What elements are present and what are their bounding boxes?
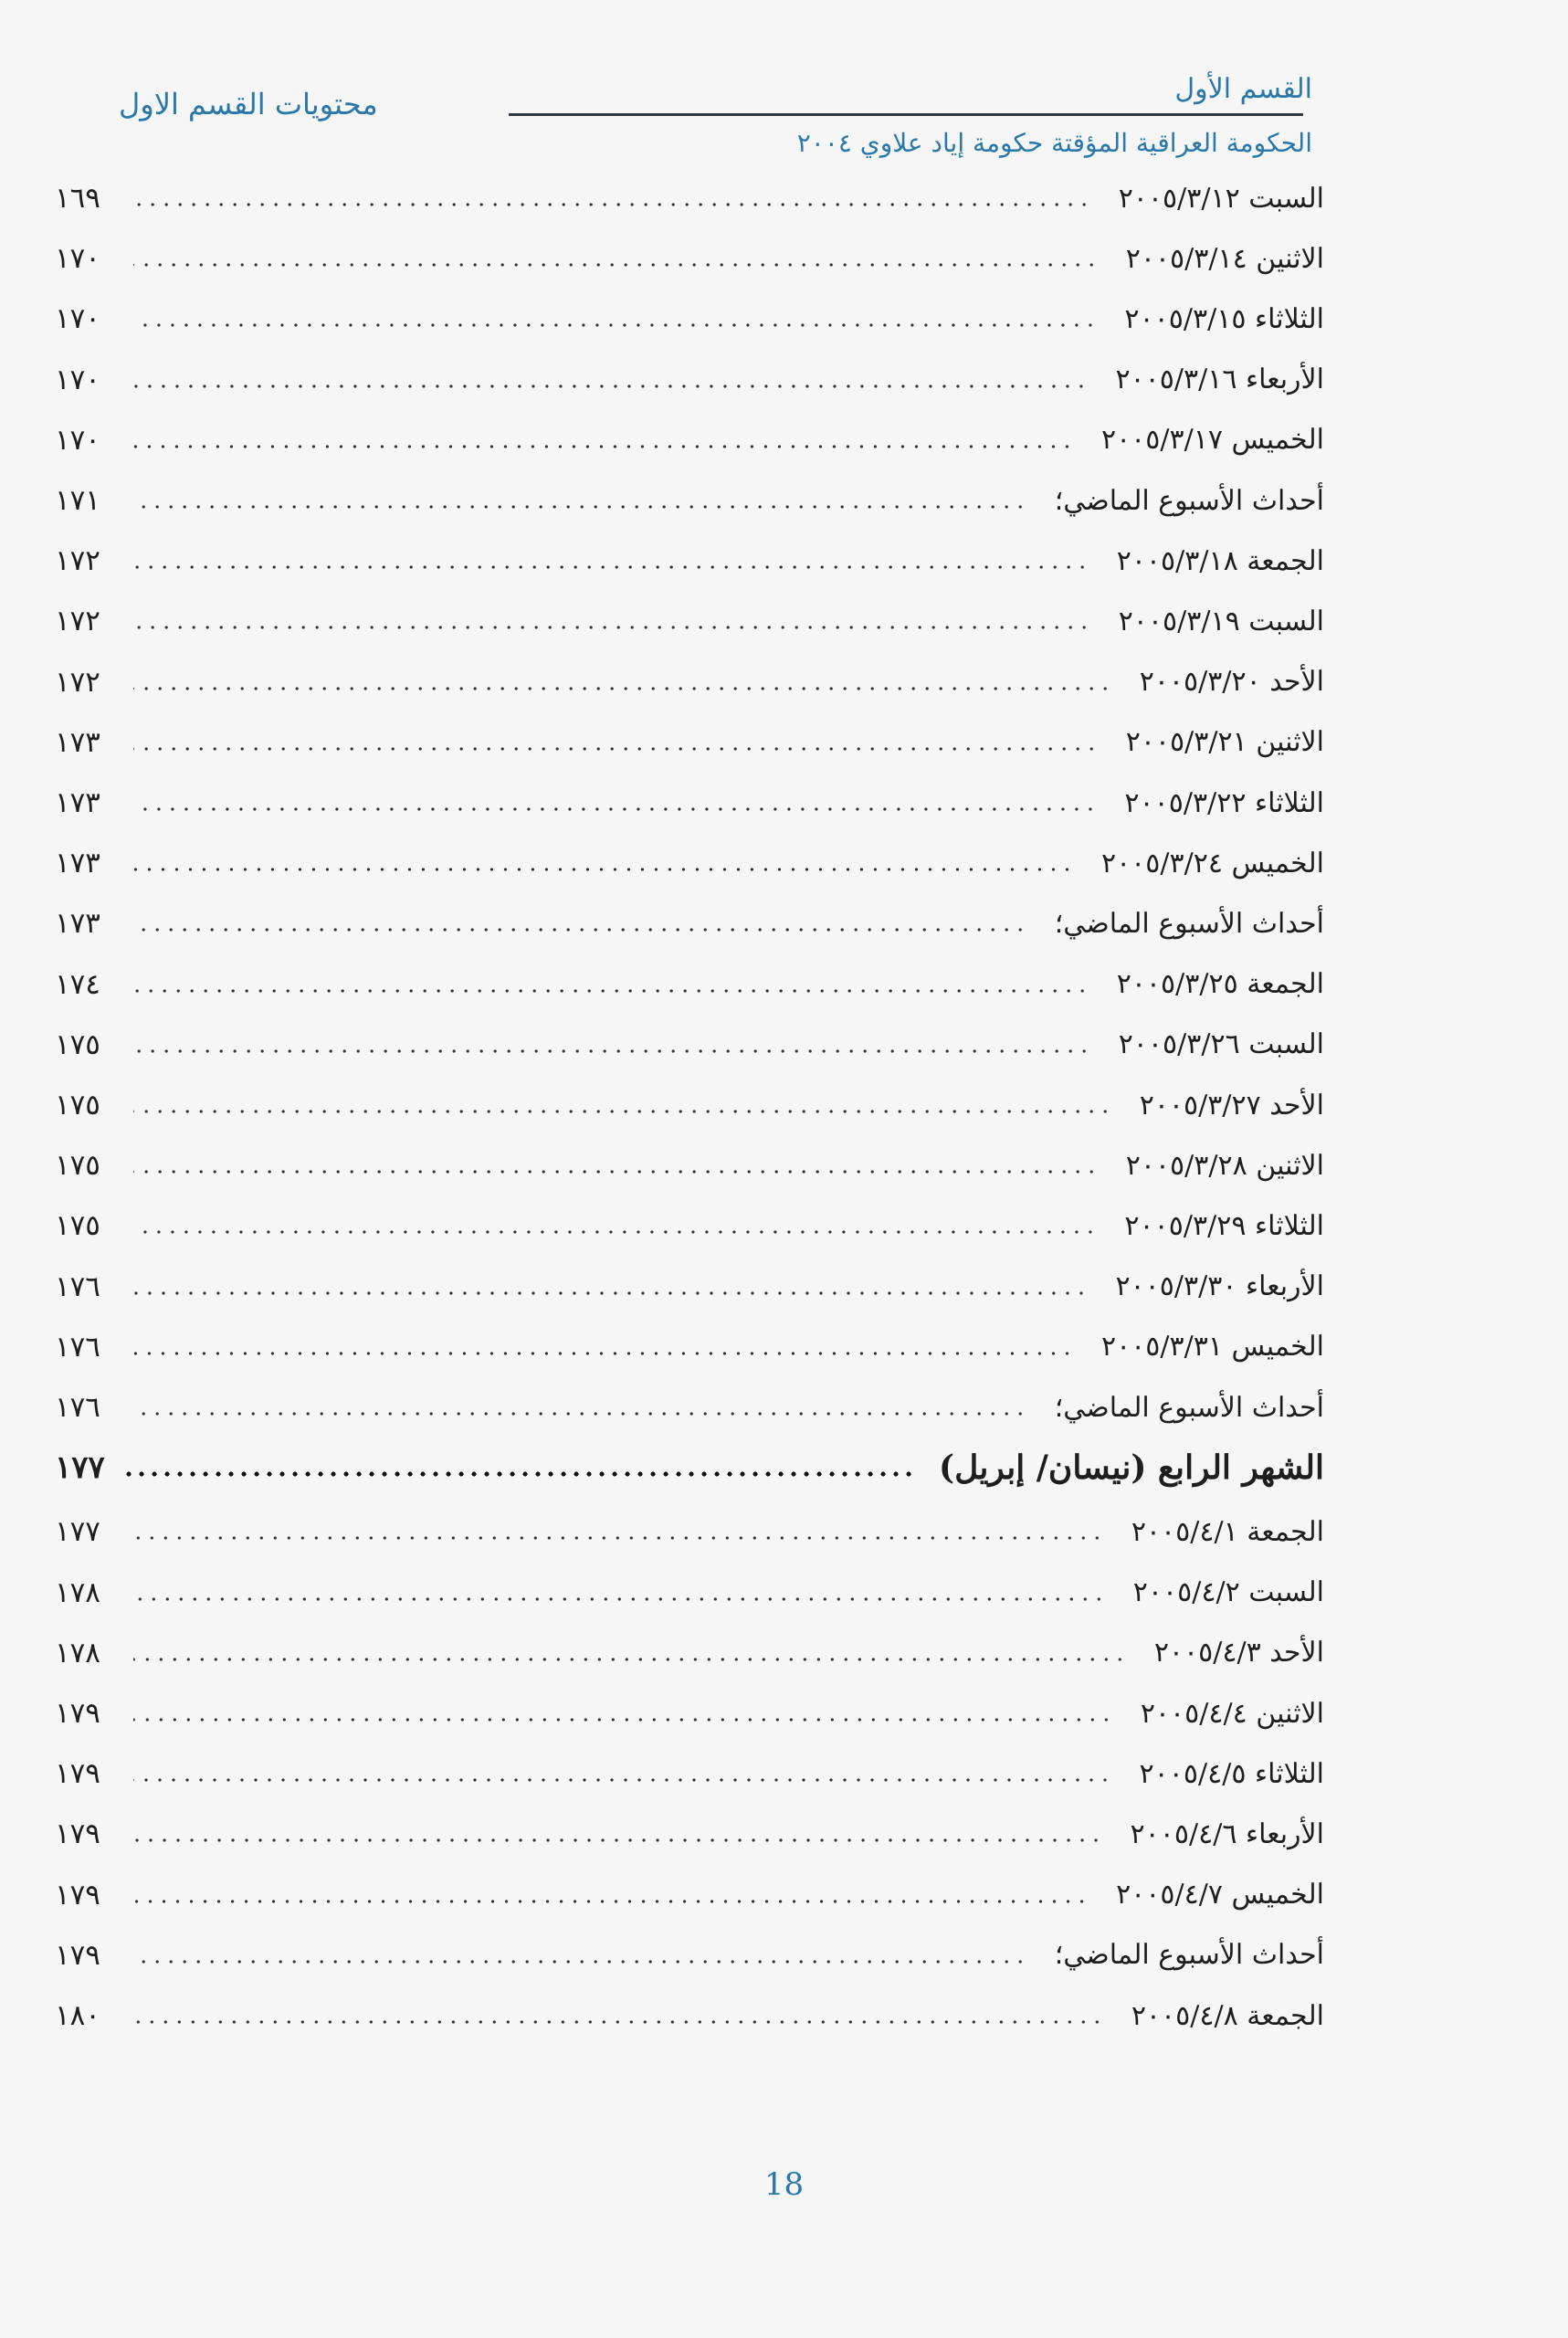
dot-leader [133,565,1089,569]
toc-section-heading [55,1438,1324,1498]
toc-row [55,470,1324,531]
toc-row [55,1985,1324,2046]
toc-row [55,833,1324,893]
toc-page-number: ١٧٨ [55,1636,100,1669]
toc-page-number: ١٧٠ [55,242,100,276]
toc-page-number: ١٧٩ [55,1757,100,1791]
dot-leader [133,203,1091,206]
dot-leader [133,445,1074,448]
toc-page-number: ١٧٣ [55,907,100,941]
toc-entry-label: الجمعة ٢٠٠٥/٣/١٨ [1116,544,1324,577]
dot-leader [133,1900,1089,1903]
toc-entry-label: الأربعاء ٢٠٠٥/٣/١٦ [1115,363,1324,396]
toc-entry-label: أحداث الأسبوع الماضي؛ [1054,1939,1324,1972]
toc-page-number: ١٧٩ [55,1878,100,1911]
dot-leader [133,384,1088,388]
toc-entry-label: السبت ٢٠٠٥/٣/١٩ [1118,605,1324,637]
dot-leader [133,1170,1099,1174]
dot-leader [133,989,1089,993]
section-title: القسم الأول [1174,73,1312,105]
toc-row [55,531,1324,591]
toc-row [55,1743,1324,1804]
dot-leader [133,1778,1112,1782]
toc-page-number: ١٧٩ [55,1697,100,1730]
page-number: 18 [763,2166,805,2203]
toc-page-number: ١٧٩ [55,1938,100,1972]
toc-entry-label: الخميس ٢٠٠٥/٤/٧ [1116,1879,1324,1911]
dot-leader [133,1352,1074,1355]
toc-entry-label: الأحد ٢٠٠٥/٣/٢٠ [1139,666,1324,699]
toc-row [55,410,1324,470]
dot-leader [133,2020,1104,2024]
toc-entry-label: الاثنين ٢٠٠٥/٤/٤ [1140,1697,1324,1730]
toc-entry-label: الجمعة ٢٠٠٥/٤/٨ [1131,1999,1324,2032]
toc-entry-label: الخميس ٢٠٠٥/٣/٢٤ [1100,847,1324,879]
toc-row [55,591,1324,651]
running-header [399,71,1312,158]
toc-row [55,712,1324,773]
toc-row [55,773,1324,833]
header-subtitle: الحكومة العراقية المؤقتة حكومة إياد علاوي ٢٠٠٤ [796,128,1312,158]
toc-page-number: ١٧٢ [55,665,100,699]
toc-entry-label: الأحد ٢٠٠٥/٤/٣ [1153,1637,1324,1669]
toc-entry-label: الاثنين ٢٠٠٥/٣/٢١ [1125,726,1324,759]
dot-leader [133,1658,1127,1661]
dot-leader [133,263,1099,267]
toc-page-number: ١٨٠ [55,1999,100,2032]
toc-page-number: ١٧٠ [55,302,100,336]
dot-leader [133,1291,1088,1295]
toc-page-number: ١٧٥ [55,1027,100,1061]
dot-leader [133,747,1099,751]
contents-heading: محتويات القسم الاول [119,87,378,121]
dot-leader [133,928,1027,932]
toc-row [55,1623,1324,1683]
toc-row [55,1377,1324,1438]
toc-entry-label: السبت ٢٠٠٥/٤/٢ [1132,1576,1324,1609]
toc-page-number: ١٧٦ [55,1391,100,1424]
toc-row [55,652,1324,712]
toc-entry-label: الجمعة ٢٠٠٥/٣/٢٥ [1116,968,1324,1001]
dot-leader [133,1718,1113,1722]
dot-leader [133,1230,1097,1234]
toc-page-number: ١٧٣ [55,786,100,819]
dot-leader [133,1110,1112,1113]
toc-page-number: ١٧٦ [55,1330,100,1364]
dot-leader [133,1960,1027,1964]
toc-row [55,1317,1324,1377]
header-rule [509,113,1303,116]
toc-entry-label: الخميس ٢٠٠٥/٣/٣١ [1100,1331,1324,1364]
toc-entry-label: السبت ٢٠٠٥/٣/١٢ [1118,182,1324,215]
toc-page-number: ١٧٤ [55,967,100,1001]
toc-entry-label: الثلاثاء ٢٠٠٥/٣/٢٢ [1124,786,1324,819]
dot-leader [133,323,1097,327]
toc-page-number: ١٦٩ [55,182,100,215]
toc-row [55,1015,1324,1075]
toc-entry-label: الاثنين ٢٠٠٥/٣/١٤ [1125,242,1324,275]
toc-page-number: ١٧٩ [55,1817,100,1851]
toc-entry-label: الخميس ٢٠٠٥/٣/١٧ [1100,424,1324,457]
toc-entry-label: الثلاثاء ٢٠٠٥/٤/٥ [1139,1757,1324,1790]
dot-leader [133,1412,1027,1416]
toc-entry-label: السبت ٢٠٠٥/٣/٢٦ [1118,1028,1324,1061]
toc-page-number: ١٧٠ [55,423,100,457]
toc-entry-label: أحداث الأسبوع الماضي؛ [1054,907,1324,940]
toc-entry-label: الثلاثاء ٢٠٠٥/٣/١٥ [1124,302,1324,335]
dot-leader [133,505,1027,509]
toc-page-number: ١٧٨ [55,1575,100,1609]
toc-row [55,1501,1324,1562]
toc-page-number: ١٧٧ [55,1515,100,1549]
toc-row [55,168,1324,228]
toc-row [55,350,1324,410]
dot-leader [133,626,1091,629]
toc-entry-label: الاثنين ٢٠٠٥/٣/٢٨ [1125,1149,1324,1182]
dot-leader [133,1838,1103,1842]
toc-page-number: ١٧٥ [55,1089,100,1122]
dot-leader [133,1536,1104,1540]
toc-entry-label: أحداث الأسبوع الماضي؛ [1054,484,1324,517]
toc-row [55,1683,1324,1743]
toc-row [55,1257,1324,1317]
toc-page-number: ١٧٦ [55,1269,100,1303]
toc-row [55,1563,1324,1623]
toc-row [55,289,1324,349]
toc-entry-label: الشهر الرابع (نيسان/ إبريل) [939,1448,1324,1488]
toc-page-number: ١٧٣ [55,725,100,759]
toc-entry-label: الجمعة ٢٠٠٥/٤/١ [1131,1515,1324,1548]
toc-page-number: ١٧٥ [55,1209,100,1243]
toc-entry-label: الأربعاء ٢٠٠٥/٣/٣٠ [1115,1270,1324,1303]
toc-row [55,893,1324,953]
toc-row [55,1075,1324,1135]
toc-page-number: ١٧٧ [55,1449,105,1487]
toc-page-number: ١٧٠ [55,363,100,396]
toc-row [55,1925,1324,1985]
toc-page-number: ١٧٢ [55,605,100,638]
dot-leader [119,1471,915,1477]
dot-leader [133,1597,1106,1601]
toc-entry-label: الثلاثاء ٢٠٠٥/٣/٢٩ [1124,1209,1324,1242]
dot-leader [133,868,1074,871]
toc-entry-label: الأحد ٢٠٠٥/٣/٢٧ [1139,1089,1324,1122]
toc-row [55,954,1324,1015]
toc-page-number: ١٧٢ [55,544,100,578]
toc-row [55,1804,1324,1864]
toc-entry-label: أحداث الأسبوع الماضي؛ [1054,1391,1324,1424]
toc-page-number: ١٧٥ [55,1149,100,1183]
toc-row [55,1195,1324,1256]
toc-entry-label: الأربعاء ٢٠٠٥/٤/٦ [1130,1817,1324,1850]
dot-leader [133,807,1097,811]
toc-row [55,1135,1324,1195]
toc-page-number: ١٧٣ [55,847,100,880]
dot-leader [133,1049,1091,1053]
toc-row [55,228,1324,289]
toc-page-number: ١٧١ [55,484,100,517]
dot-leader [133,687,1112,690]
toc-row [55,1865,1324,1925]
